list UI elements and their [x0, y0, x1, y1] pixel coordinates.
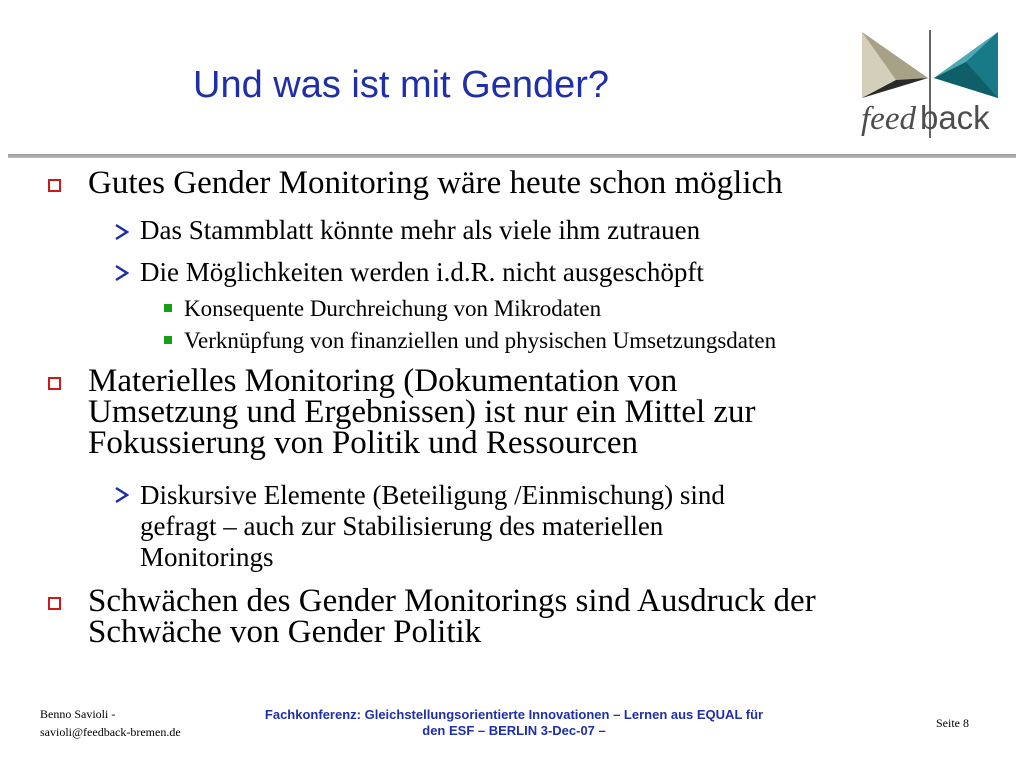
bullet-box-icon — [48, 597, 61, 610]
bullet-box-icon — [48, 377, 61, 390]
footer-author-name: Benno Savioli - — [40, 707, 116, 721]
arrow-bullet-icon — [113, 486, 131, 504]
arrow-bullet-icon — [113, 264, 131, 282]
footer-author — [40, 705, 181, 741]
list-item: Konsequente Durchreichung von Mikrodaten — [184, 296, 602, 321]
list-item: Das Stammblatt könnte mehr als viele ihm zutrauen — [140, 215, 701, 245]
slide-title: Und was ist mit Gender? — [193, 64, 610, 106]
logo-word-feed: feed — [861, 101, 916, 137]
logo-word-back: back — [919, 99, 990, 136]
list-item: Die Möglichkeiten werden i.d.R. nicht ausgeschöpft — [140, 257, 704, 287]
square-bullet-icon — [164, 304, 172, 312]
logo-wordmark — [861, 101, 990, 136]
page-number: Seite 8 — [936, 716, 969, 730]
footer-conference-line1: Fachkonferenz: Gleichstellungsorientierte Innovationen – Lernen aus EQUAL für — [264, 707, 764, 722]
list-item: Gutes Gender Monitoring wäre heute schon möglich — [88, 165, 783, 201]
list-item: Verknüpfung von finanziellen und physischen Umsetzungsdaten — [184, 328, 777, 353]
footer-author-email: savioli@feedback-bremen.de — [40, 725, 181, 739]
arrow-bullet-icon — [113, 223, 131, 241]
footer-conference — [224, 707, 804, 739]
list-item: Materielles Monitoring (Dokumentation von Umsetzung und Ergebnissen) ist nur ein Mittel zur Fokussierung von Politik und Ressourcen — [88, 363, 756, 461]
list-item: Diskursive Elemente (Beteiligung /Einmischung) sind gefragt – auch zur Stabilisierung des materiellen Monitorings — [140, 480, 725, 572]
square-bullet-icon — [164, 336, 172, 344]
list-item: Schwächen des Gender Monitorings sind Ausdruck der Schwäche von Gender Politik — [88, 583, 816, 650]
bullet-box-icon — [48, 179, 61, 192]
title-divider-rule — [8, 154, 1016, 158]
footer-conference-line2: den ESF – BERLIN 3-Dec-07 – — [422, 723, 606, 738]
